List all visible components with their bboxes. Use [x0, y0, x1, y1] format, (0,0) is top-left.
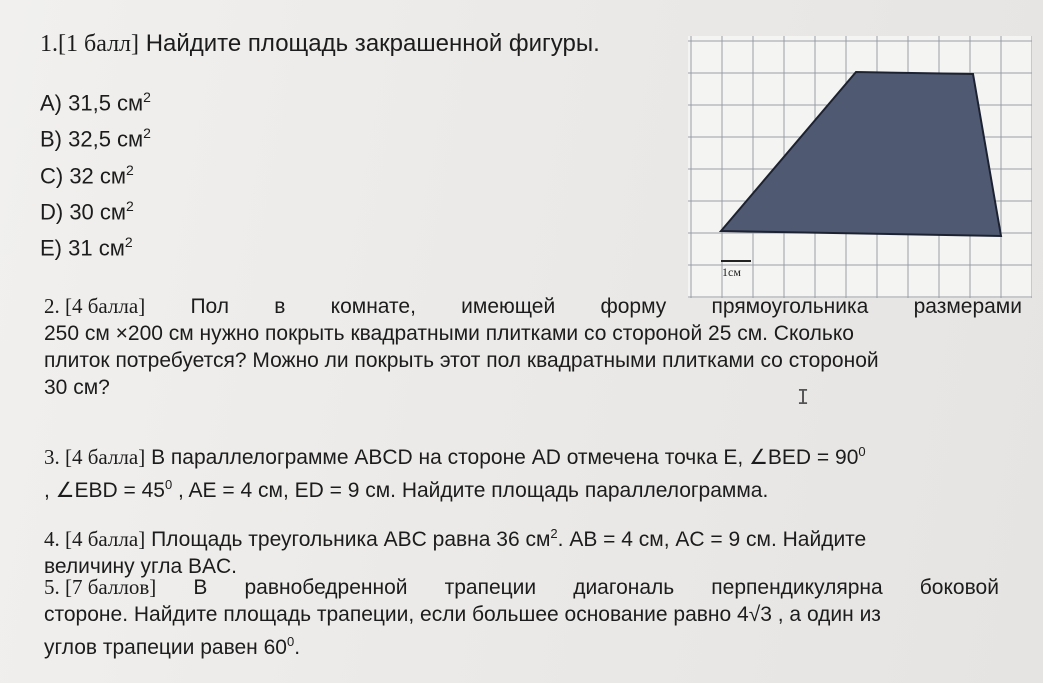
- trapezoid-diagram: [688, 36, 1032, 298]
- option-a[interactable]: А) 31,5 $см^2$: [40, 89, 151, 116]
- option-e[interactable]: E) 31 $см^2$: [40, 234, 133, 261]
- scale-label: 1см: [722, 265, 741, 279]
- question-5-line-1: 5. [7 баллов] В равнобедренной трапеции диагональ перпендикулярна боковой: [44, 575, 999, 599]
- option-b[interactable]: В) 32,5 $см^2$: [40, 125, 151, 152]
- question-3-number: 3. [4 балла]: [44, 445, 146, 469]
- question-5-line-3: углов трапеции равен $60^0$.: [44, 634, 301, 659]
- question-1-options: [40, 82, 151, 264]
- question-2-line-4: 30 см?: [44, 376, 110, 399]
- question-3-line-1: 3. [4 балла] В параллелограмме ABCD на стороне AD отмечена точка E, ∠BED = $90^0$: [44, 444, 866, 469]
- question-3: [44, 438, 1024, 504]
- question-2-line-3: плиток потребуется? Можно ли покрыть этот пол квадратными плитками со стороной: [44, 349, 879, 372]
- option-d[interactable]: D) 30 $см^2$: [40, 197, 134, 225]
- question-1-text: Найдите площадь закрашенной фигуры.: [145, 30, 600, 57]
- question-4-line-2: величину угла BAC.: [44, 555, 237, 578]
- question-2-number: 2. [4 балла]: [44, 294, 146, 318]
- option-c[interactable]: С) 32 $см^2$: [40, 161, 134, 188]
- question-4: [44, 520, 1024, 580]
- question-1-number: 1.[1 балл]: [40, 31, 140, 57]
- question-3-line-2: , ∠EBD = $45^0$ , AE = 4 см, ED = 9 см. Найдите площадь параллелограмма.: [44, 477, 769, 502]
- question-5-number: 5. [7 баллов]: [44, 575, 157, 599]
- question-4-number: 4. [4 балла]: [44, 527, 146, 551]
- question-2: [44, 293, 1024, 401]
- question-2-line-1: 2. [4 балла] Пол в комнате, имеющей форму прямоугольника размерами: [44, 294, 1022, 318]
- question-1-heading: [40, 30, 600, 58]
- question-5: [44, 574, 1024, 661]
- question-4-line-1: 4. [4 балла] Площадь треугольника ABC равна 36 $см^2$. AB = 4 см, AC = 9 см. Найдите: [44, 526, 867, 551]
- question-5-line-2: стороне. Найдите площадь трапеции, если большее основание равно 4√3 , а один из: [44, 603, 881, 626]
- text-cursor-icon: I: [797, 385, 810, 409]
- grid-figure: [688, 36, 1032, 298]
- question-2-line-2: 250 см ×200 см нужно покрыть квадратными плитками со стороной 25 см. Сколько: [44, 322, 854, 345]
